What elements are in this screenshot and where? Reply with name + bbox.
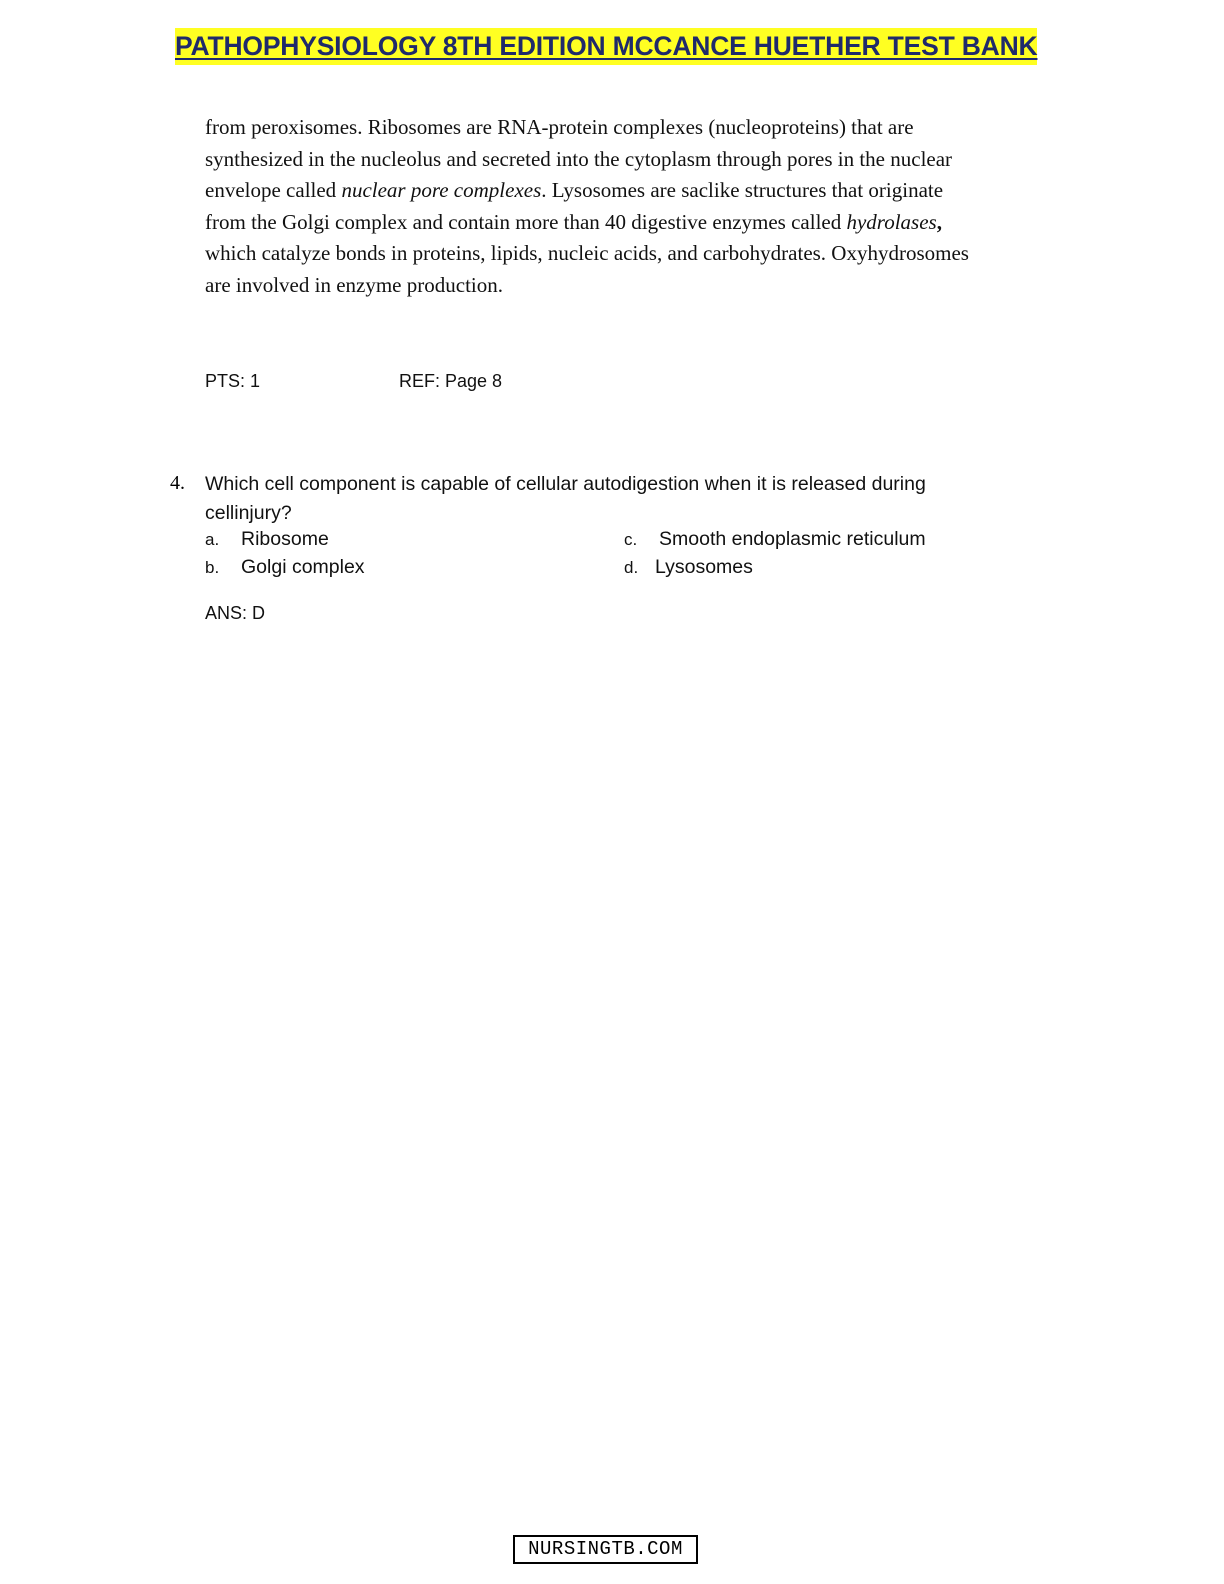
option-d-text: Lysosomes bbox=[655, 556, 753, 578]
page-header-title: PATHOPHYSIOLOGY 8TH EDITION MCCANCE HUETHER TEST BANK bbox=[175, 28, 1037, 65]
footer-watermark-link[interactable]: NURSINGTB.COM bbox=[513, 1535, 698, 1564]
option-d-letter: d. bbox=[624, 558, 639, 577]
option-a-text: Ribosome bbox=[241, 528, 329, 550]
option-b-text: Golgi complex bbox=[241, 556, 365, 578]
paragraph-text: envelope called bbox=[205, 178, 342, 202]
paragraph-line bbox=[205, 175, 1085, 207]
explanation-paragraph bbox=[205, 112, 1085, 301]
paragraph-line: which catalyze bonds in proteins, lipids, nucleic acids, and carbohydrates. Oxyhydrosomes bbox=[205, 241, 969, 265]
option-c-letter: c. bbox=[624, 530, 638, 549]
paragraph-line: are involved in enzyme production. bbox=[205, 272, 503, 297]
option-a-letter: a. bbox=[205, 530, 220, 549]
question-line: Which cell component is capable of cellular autodigestion when it is released during bbox=[205, 473, 926, 495]
option-b-letter: b. bbox=[205, 558, 220, 577]
question-text bbox=[205, 470, 1065, 528]
option-c-text: Smooth endoplasmic reticulum bbox=[659, 528, 926, 550]
paragraph-line bbox=[205, 207, 1085, 239]
paragraph-text: . Lysosomes are saclike structures that originate bbox=[541, 178, 944, 202]
question-line: cellinjury? bbox=[205, 502, 292, 524]
points-label: PTS: 1 bbox=[205, 371, 261, 391]
paragraph-text: from the Golgi complex and contain more than 40 digestive enzymes called bbox=[205, 209, 847, 234]
question-number: 4. bbox=[170, 472, 185, 494]
answer-label: ANS: D bbox=[205, 603, 266, 623]
paragraph-italic-term: nuclear pore complexes bbox=[341, 178, 542, 202]
paragraph-bold-comma: , bbox=[936, 209, 942, 234]
paragraph-italic-term: hydrolases bbox=[846, 209, 937, 234]
paragraph-line: synthesized in the nucleolus and secreted into the cytoplasm through pores in the nuclear bbox=[205, 146, 953, 171]
reference-label: REF: Page 8 bbox=[399, 371, 503, 391]
paragraph-line: from peroxisomes. Ribosomes are RNA-protein complexes (nucleoproteins) that are bbox=[205, 115, 914, 139]
